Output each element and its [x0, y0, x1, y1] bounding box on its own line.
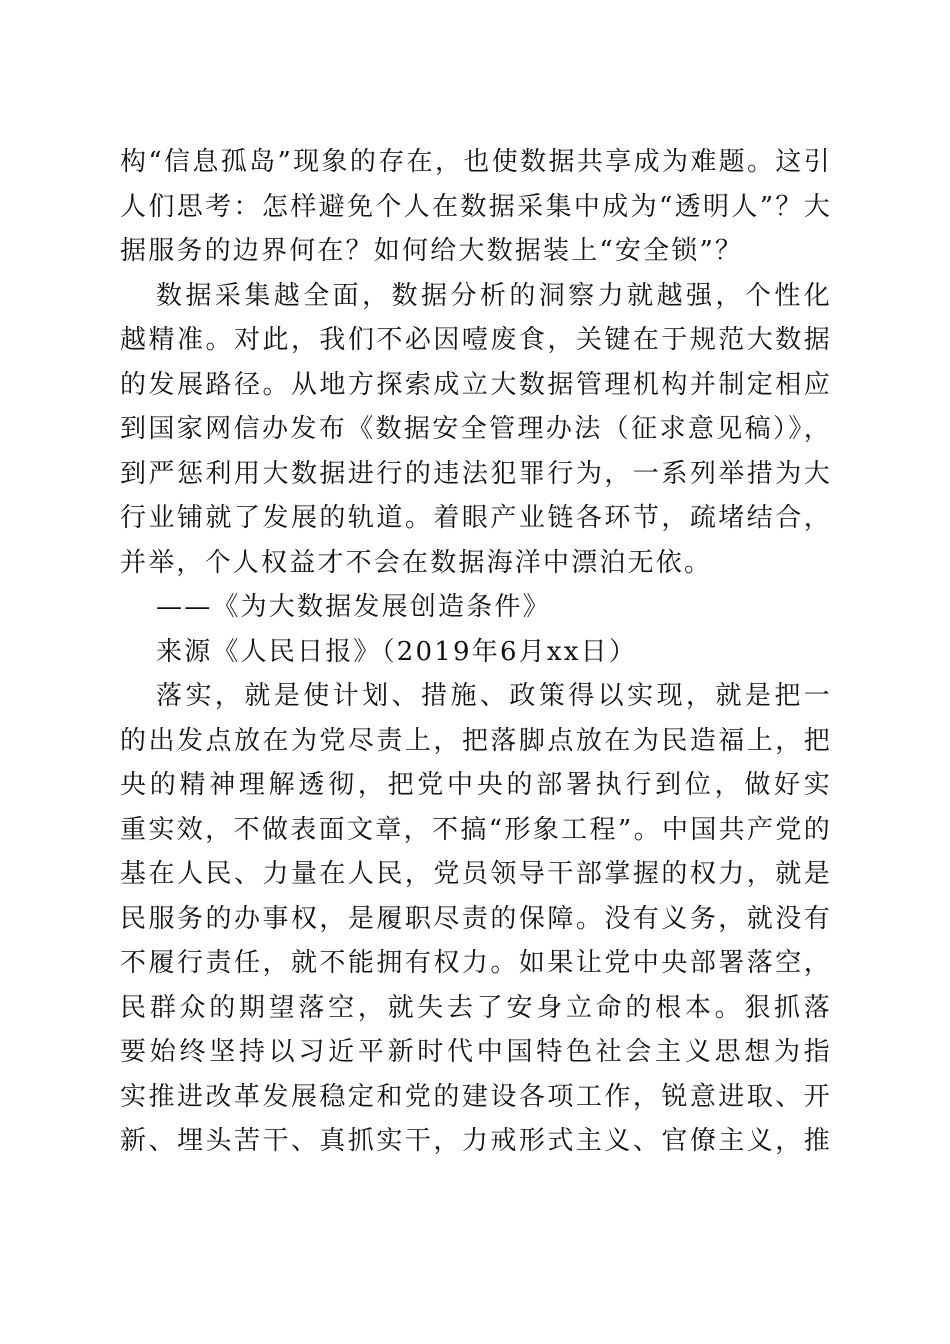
text-line: 到国家网信办发布《数据安全管理办法（征求意见稿）》，	[120, 414, 832, 444]
text-line: 行业铺就了发展的轨道。着眼产业链各环节，疏堵结合，	[120, 503, 832, 533]
article-title: ——《为大数据发展创造条件》	[156, 592, 551, 622]
text-line: 构“信息孤岛”现象的存在，也使数据共享成为难题。这引	[120, 147, 832, 177]
text-line: 人们思考：怎样避免个人在数据采集中成为“透明人”？大	[120, 191, 832, 222]
paragraph-continuation	[120, 140, 832, 274]
text-line: 要始终坚持以习近平新时代中国特色社会主义思想为指	[120, 1037, 832, 1067]
text-line: 实推进改革发展稳定和党的建设各项工作，锐意进取、开	[120, 1081, 832, 1112]
text-line: 并举，个人权益才不会在数据海洋中漂泊无依。	[120, 547, 713, 578]
text-line: 数据采集越全面，数据分析的洞察力就越强，个性化	[156, 280, 832, 311]
text-line: 落实，就是使计划、措施、政策得以实现，就是把一	[156, 681, 832, 711]
text-line: 央的精神理解透彻，把党中央的部署执行到位，做好实	[120, 770, 832, 800]
paragraph-implementation	[120, 674, 832, 1164]
text-line: 基在人民、力量在人民，党员领导干部掌握的权力，就是	[120, 859, 832, 889]
document-page	[120, 140, 832, 1164]
text-line: 越精准。对此，我们不必因噎废食，关键在于规范大数据	[120, 325, 832, 355]
text-line: 重实效，不做表面文章，不搞“形象工程”。中国共产党的	[120, 814, 832, 845]
article-attribution	[120, 585, 832, 674]
text-line: 的发展路径。从地方探索成立大数据管理机构并制定相应	[120, 369, 832, 400]
text-line: 民服务的办事权，是履职尽责的保障。没有义务，就没有	[120, 903, 832, 934]
text-line: 民群众的期望落空，就失去了安身立命的根本。狠抓落	[120, 992, 832, 1023]
paragraph-big-data	[120, 274, 832, 586]
text-line: 到严惩利用大数据进行的违法犯罪行为，一系列举措为大	[120, 458, 832, 489]
text-line: 的出发点放在为党尽责上，把落脚点放在为民造福上，把	[120, 725, 832, 756]
text-line: 不履行责任，就不能拥有权力。如果让党中央部署落空，	[120, 948, 832, 978]
article-source: 来源《人民日报》（2019年6月xx日）	[156, 636, 638, 667]
text-line: 新、埋头苦干、真抓实干，力戒形式主义、官僚主义，推	[120, 1126, 832, 1156]
text-line: 据服务的边界何在？如何给大数据装上“安全锁”？	[120, 236, 744, 266]
